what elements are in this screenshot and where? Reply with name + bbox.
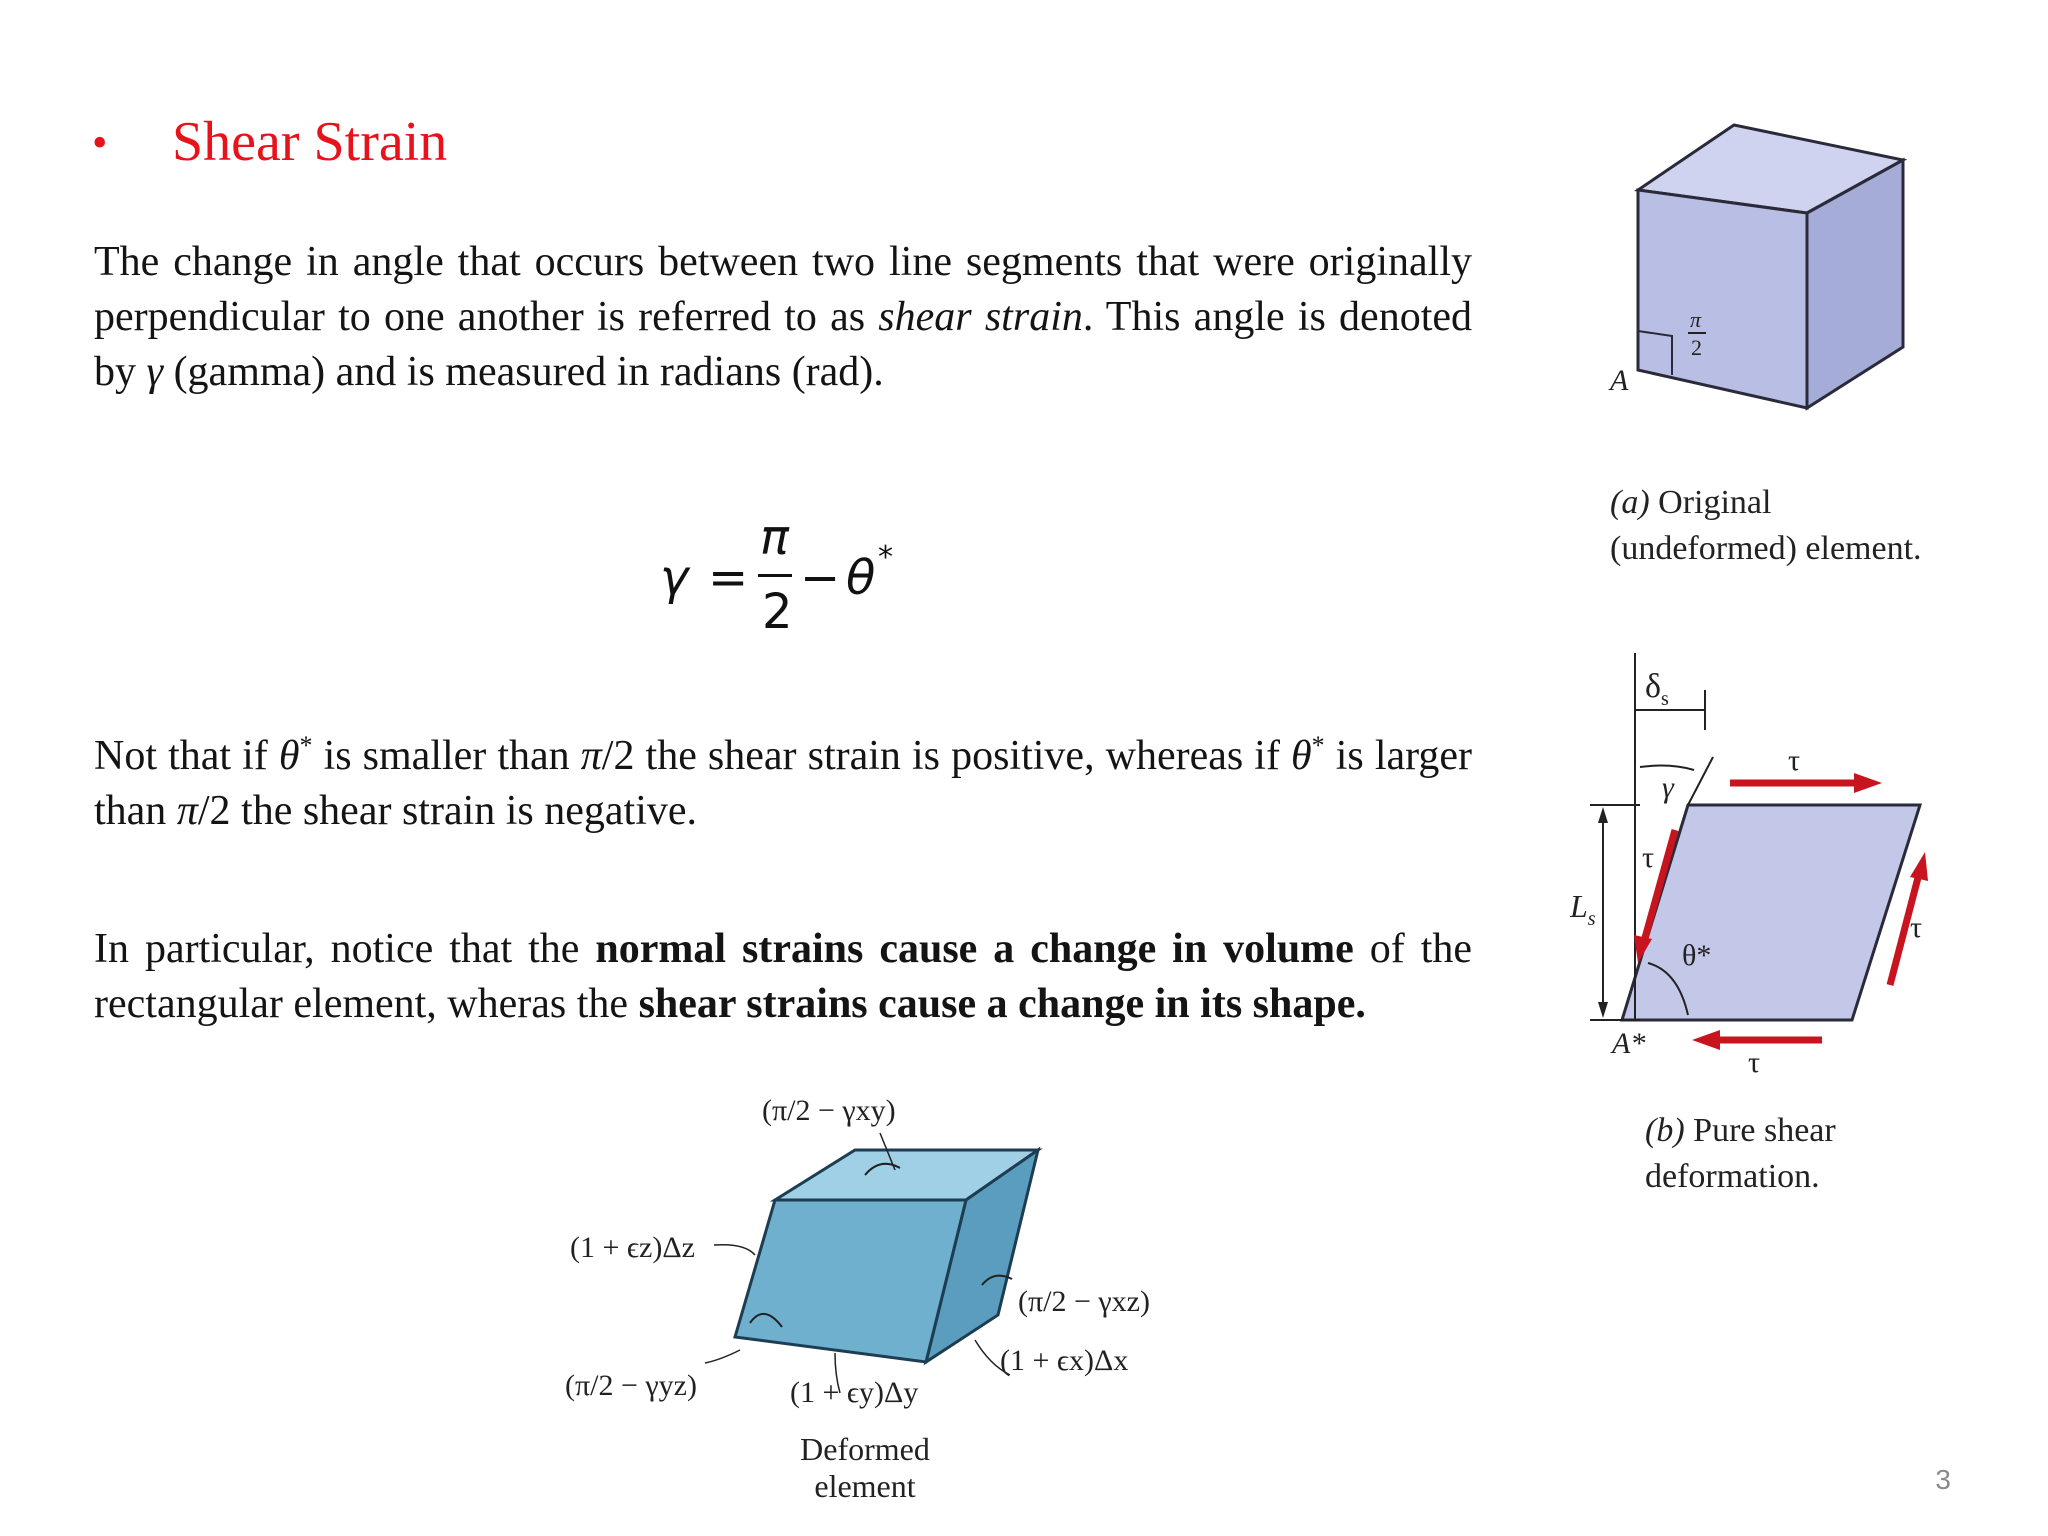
p1-text-2: . This angle is denoted by [94,294,1472,395]
p2-star-2: * [1311,731,1325,760]
definition-paragraph [94,235,1472,400]
fig-b-tau-bottom: τ [1748,1046,1761,1075]
Ls-arrow-top [1598,807,1608,823]
sheared-parallelogram [1622,805,1923,1020]
fig-b-delta: $\delta_s$ [1645,668,1669,710]
p1-text-1: The change in angle that occurs between two line segments that were originally perpendicular to one another is referred to as [94,239,1472,340]
title-bullet: • [92,117,108,167]
p1-gamma: γ [146,349,164,395]
fig-a-caption-line1: Original [1649,484,1772,521]
eq-denominator: 2 [762,584,793,640]
sign-convention-paragraph [94,718,1472,839]
p3-bold-2: shear strains cause a change in its shape. [638,981,1366,1027]
fig-b-tau-right: τ [1910,911,1923,944]
eq-numerator: π [760,510,789,566]
p3-bold-1: normal strains cause a change in volume [595,926,1354,972]
p1-italic-term: shear strain [878,294,1083,340]
eq-gamma: γ [660,550,689,606]
p2-theta-1: θ [278,733,300,779]
shear-strain-equation [650,510,930,650]
eq-minus: − [800,550,841,606]
box-front-face [735,1200,966,1362]
eq-fraction-bar [758,574,792,577]
deformed-edge-extension [1688,757,1713,805]
p2-theta-2: θ [1291,733,1312,779]
fig-b-theta-star: θ* [1682,939,1712,972]
figure-a-original-cube [1590,115,1930,415]
fig-b-gamma: γ [1662,771,1674,804]
p2-text-2: is smaller than [312,733,581,779]
fig-b-tau-left: τ [1642,841,1655,874]
figure-c-deformed-element [550,1075,1190,1515]
tau-top-arrowhead [1854,773,1882,793]
fig-c-gamma-yz: (π/2 − γyz) [565,1369,697,1402]
fig-c-x-length: (1 + ϵx)Δx [1000,1344,1129,1377]
figure-b-caption [1645,1108,1836,1200]
fig-a-caption-line2: (undeformed) element. [1610,530,1922,567]
Ls-arrow-bottom [1598,1002,1608,1018]
gamma-yz-leader [705,1350,740,1363]
fig-b-caption-letter: (b) [1645,1112,1685,1149]
fig-b-caption-line1: Pure shear [1684,1112,1836,1149]
fig-b-Ls: $L_s$ [1570,888,1596,930]
fig-c-caption-line2: element [814,1468,916,1504]
p2-pi-1: π [580,733,602,779]
figure-a-caption [1610,480,1922,572]
slide-number: 3 [1935,1464,1951,1495]
cube-front-face [1638,190,1807,408]
fig-c-caption-line1: Deformed [800,1431,930,1467]
tau-right-arrowhead [1910,852,1928,881]
p2-text-5: /2 the shear strain is negative. [197,788,698,834]
eq-star: * [878,540,893,575]
p2-star-1: * [299,731,313,760]
slide-title: Shear Strain [172,111,448,173]
p3-text-2: of the rectangular element, wheras the [94,926,1473,1027]
p2-text-3: /2 the shear strain is positive, whereas if [601,733,1292,779]
eq-equals: = [708,550,749,606]
fig-c-gamma-xy: (π/2 − γxy) [762,1094,896,1127]
fig-c-gamma-xz: (π/2 − γxz) [1018,1285,1150,1318]
p2-text-4: is larger than [94,733,1472,834]
fig-a-label-A: A [1610,364,1629,397]
gamma-angle-arc [1640,766,1694,770]
fig-b-caption-line2: deformation. [1645,1158,1820,1195]
figure-b-pure-shear [1570,645,1940,1075]
fig-a-caption-letter: (a) [1610,484,1650,521]
fig-c-y-length: (1 + ϵy)Δy [790,1376,919,1409]
fig-c-z-length: (1 + ϵz)Δz [570,1231,695,1264]
fig-a-pi: π [1690,307,1702,332]
z-leader [714,1245,755,1255]
p1-text-3: (gamma) and is measured in radians (rad). [163,349,884,395]
p3-text-1: In particular, notice that the [94,926,596,972]
eq-theta: θ [846,550,876,606]
volume-shape-paragraph [94,922,1472,1032]
fig-b-tau-top: τ [1788,744,1801,777]
p2-pi-2: π [176,788,198,834]
fig-b-A-star: A* [1612,1027,1646,1060]
slide-title-row [92,102,447,182]
p2-text-1: Not that if [94,733,279,779]
fig-a-two: 2 [1691,335,1702,360]
tau-bottom-arrowhead [1692,1030,1720,1050]
